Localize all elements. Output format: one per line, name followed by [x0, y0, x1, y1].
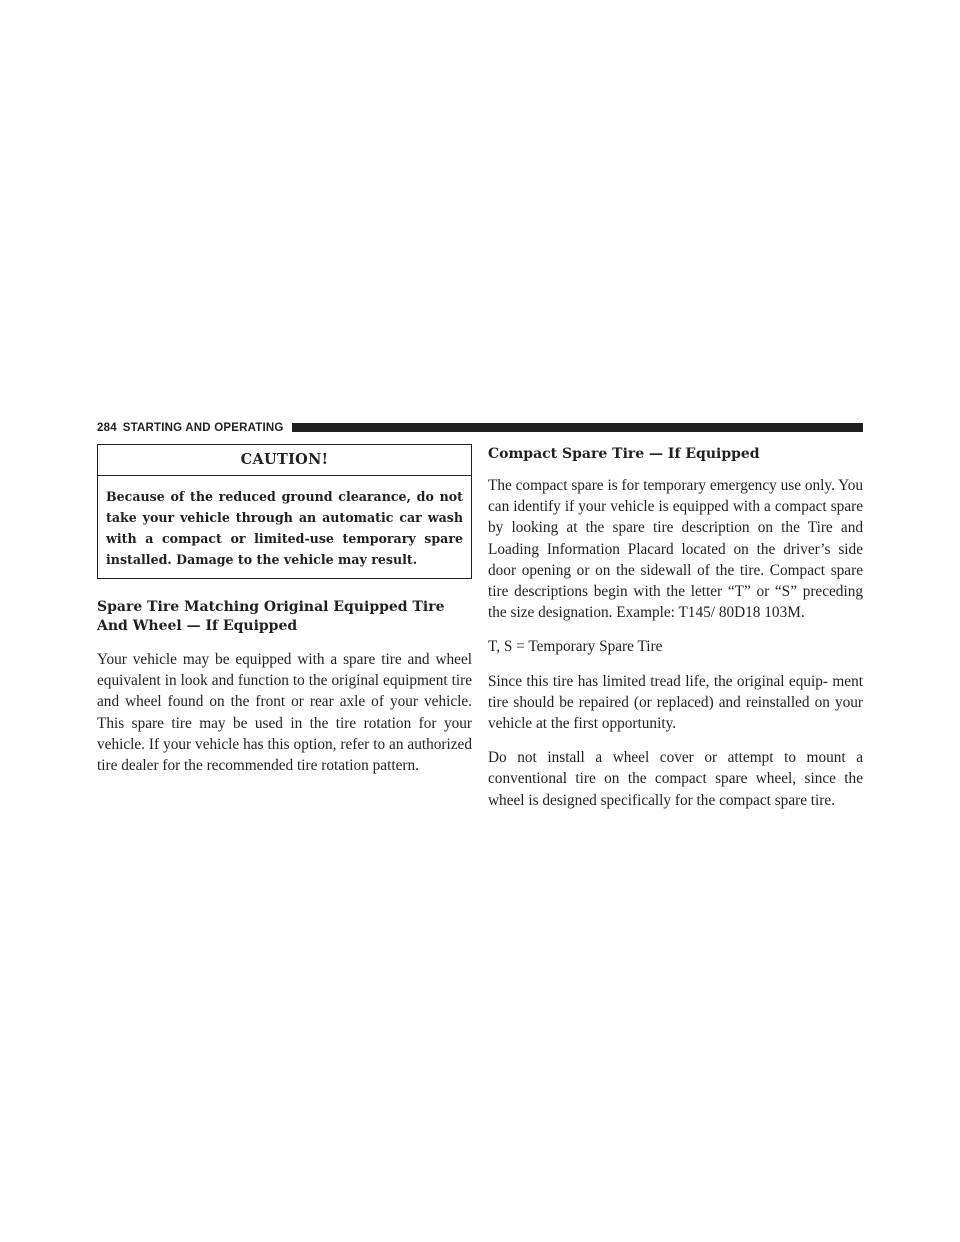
caution-title: CAUTION!: [98, 445, 471, 476]
caution-body: Because of the reduced ground clearance, do not take your vehicle through an automatic car wash with a compact or limited-use temporary spare installed. Damage to the vehicle may result.: [106, 489, 463, 567]
temporary-spare-definition: T, S = Temporary Spare Tire: [488, 638, 663, 656]
right-column: [488, 444, 863, 811]
running-header: [97, 421, 863, 434]
header-rule: [292, 423, 863, 432]
wheel-cover-paragraph: Do not install a wheel cover or attempt to mount a conventional tire on the compact spare wheel, since the wheel is designed specifically for the compact spare tire.: [488, 749, 863, 809]
page-number: 284: [97, 421, 117, 434]
spare-tire-matching-paragraph: Your vehicle may be equipped with a spare tire and wheel equivalent in look and function to the original equipment tire and wheel found on the front or rear axle of your vehicle. This spare tire may be used in the tire rotation for your vehicle. If your vehicle has this option, refer to an authorized tire dealer for the recommended tire rotation pattern.: [97, 651, 472, 775]
tread-life-paragraph: Since this tire has limited tread life, the original equip- ment tire should be repaired (or replaced) and reinstalled on your vehicle at the first opportunity.: [488, 672, 863, 733]
compact-spare-paragraph: The compact spare is for temporary emergency use only. You can identify if your vehicle is equipped with a compact spare by looking at the spare tire description on the Tire and Loading Information Placard located on the driver’s side door opening or on the sidewall of the tire. Compact spare tire descriptions begin with the letter “T” or “S” preceding the size designation. Example: T145/ 80D18 103M.: [488, 477, 863, 622]
caution-box: [97, 444, 472, 579]
left-column: [97, 444, 472, 776]
section-title: STARTING AND OPERATING: [122, 421, 284, 434]
spare-tire-matching-heading: Spare Tire Matching Original Equipped Tire And Wheel — If Equipped: [97, 599, 445, 634]
compact-spare-heading: Compact Spare Tire — If Equipped: [488, 446, 760, 462]
